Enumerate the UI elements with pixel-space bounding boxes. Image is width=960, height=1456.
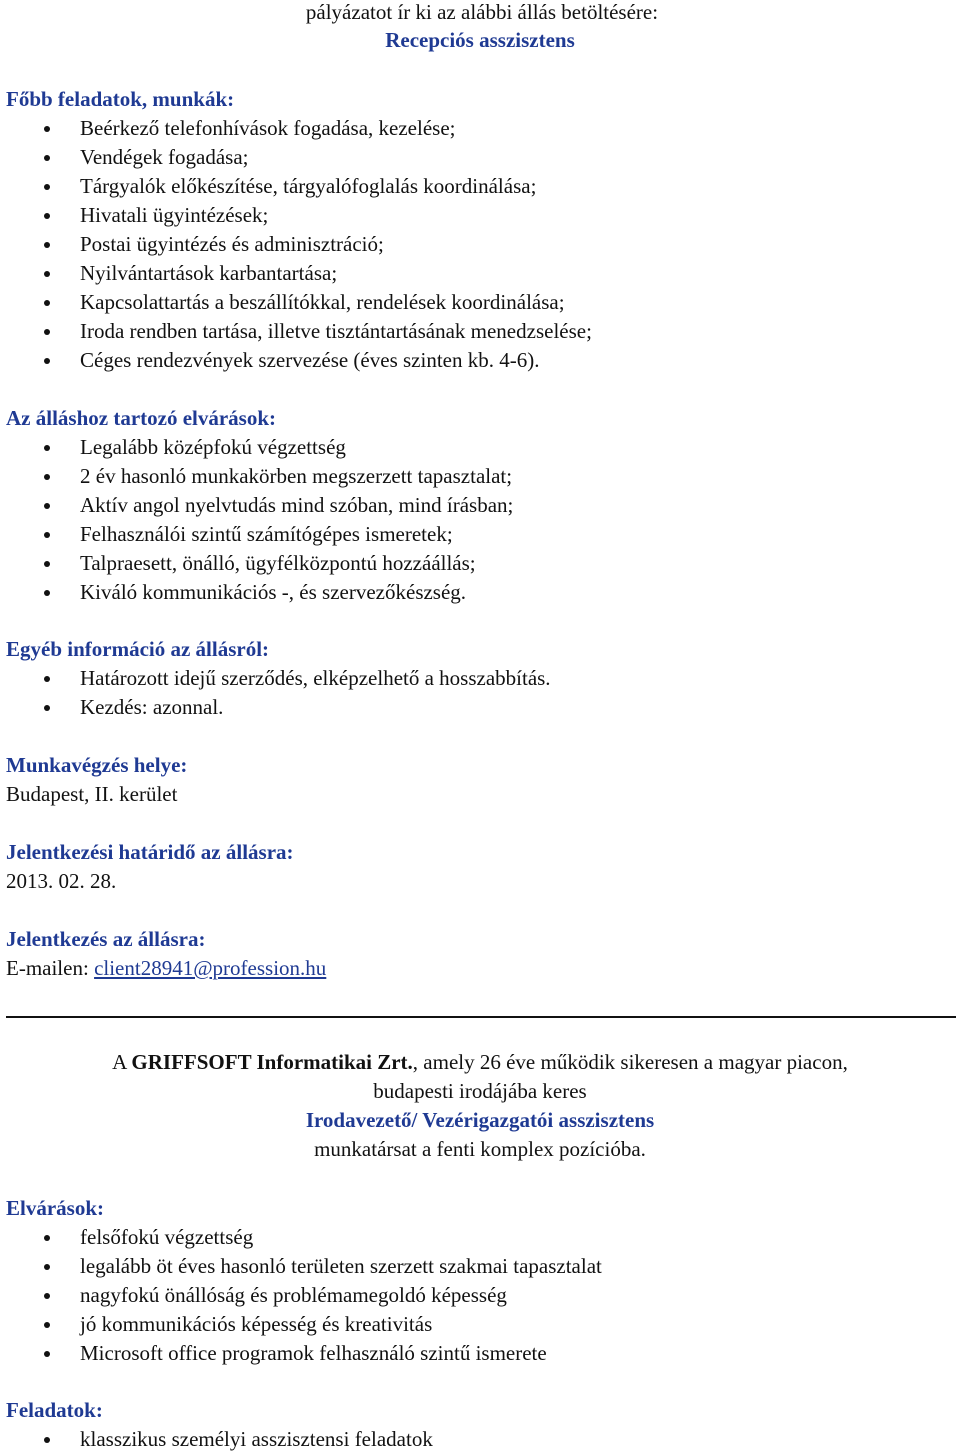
intro-text — [0, 0, 960, 27]
section-heading: Elvárások: — [6, 1196, 105, 1220]
section-main-tasks — [6, 85, 954, 375]
list-item: Hivatali ügyintézések; — [6, 201, 954, 230]
horizontal-divider — [6, 1016, 956, 1018]
section-tasks — [6, 1396, 954, 1454]
section-expectations — [6, 1194, 954, 1368]
section-other-info — [6, 635, 954, 722]
list-item: Kapcsolattartás a beszállítókkal, rendelések koordinálása; — [6, 288, 954, 317]
list-item: jó kommunikációs képesség és kreativitás — [6, 1310, 954, 1339]
list-item: Microsoft office programok felhasználó szintű ismerete — [6, 1339, 954, 1368]
company-line-prefix: A — [112, 1050, 132, 1074]
list-item: Kezdés: azonnal. — [6, 693, 954, 722]
bullet-list — [6, 1223, 954, 1368]
list-item: Vendégek fogadása; — [6, 143, 954, 172]
deadline-value: 2013. 02. 28. — [6, 869, 117, 893]
list-item: felsőfokú végzettség — [6, 1223, 954, 1252]
list-item: Talpraesett, önálló, ügyfélközpontú hozzáállás; — [6, 549, 954, 578]
apply-prefix: E-mailen: — [6, 956, 95, 980]
list-item: Kiváló kommunikációs -, és szervezőkészség. — [6, 578, 954, 607]
job-title: Recepciós asszisztens — [385, 28, 575, 52]
workplace-value: Budapest, II. kerület — [6, 782, 178, 806]
list-item: 2 év hasonló munkakörben megszerzett tapasztalat; — [6, 462, 954, 491]
bullet-list — [6, 664, 954, 722]
section-heading: Munkavégzés helye: — [6, 753, 188, 777]
section-heading: Egyéb információ az állásról: — [6, 637, 270, 661]
section-heading: Az álláshoz tartozó elvárások: — [6, 406, 277, 430]
bullet-list — [6, 114, 954, 375]
list-item: Felhasználói szintű számítógépes ismeretek; — [6, 520, 954, 549]
list-item: Nyilvántartások karbantartása; — [6, 259, 954, 288]
intro-line: pályázatot ír ki az alábbi állás betöltésére: — [305, 0, 659, 24]
bullet-list — [6, 433, 954, 607]
company-line-suffix: , amely 26 éve működik sikeresen a magyar piacon, — [412, 1050, 848, 1074]
list-item: Céges rendezvények szervezése (éves szinten kb. 4-6). — [6, 346, 954, 375]
position-title: Irodavezető/ Vezérigazgatói asszisztens — [305, 1108, 655, 1132]
list-item: Beérkező telefonhívások fogadása, kezelése; — [6, 114, 954, 143]
email-link[interactable]: client28941@profession.hu — [94, 956, 327, 980]
section-heading: Főbb feladatok, munkák: — [6, 87, 235, 111]
list-item: Tárgyalók előkészítése, tárgyalófoglalás koordinálása; — [6, 172, 954, 201]
bullet-list — [6, 1425, 954, 1454]
list-item: Aktív angol nyelvtudás mind szóban, mind írásban; — [6, 491, 954, 520]
list-item: legalább öt éves hasonló területen szerzett szakmai tapasztalat — [6, 1252, 954, 1281]
section-heading: Jelentkezési határidő az állásra: — [6, 840, 294, 864]
company-intro — [0, 1048, 960, 1164]
section-deadline — [6, 838, 954, 896]
section-heading: Feladatok: — [6, 1398, 103, 1422]
section-workplace — [6, 751, 954, 809]
list-item: Határozott idejű szerződés, elképzelhető a hosszabbítás. — [6, 664, 954, 693]
list-item: klasszikus személyi asszisztensi feladatok — [6, 1425, 954, 1454]
section-requirements — [6, 404, 954, 607]
list-item: Iroda rendben tartása, illetve tisztántartásának menedzselése; — [6, 317, 954, 346]
company-name: GRIFFSOFT Informatikai Zrt. — [131, 1050, 413, 1074]
section-apply — [6, 925, 954, 983]
section-heading: Jelentkezés az állásra: — [6, 927, 206, 951]
company-line — [0, 1048, 960, 1077]
list-item: nagyfokú önállóság és problémamegoldó képesség — [6, 1281, 954, 1310]
list-item: Postai ügyintézés és adminisztráció; — [6, 230, 954, 259]
apply-line — [6, 954, 954, 983]
company-line-2: budapesti irodájába keres — [373, 1079, 587, 1103]
company-line-4: munkatársat a fenti komplex pozícióba. — [314, 1137, 646, 1161]
list-item: Legalább középfokú végzettség — [6, 433, 954, 462]
